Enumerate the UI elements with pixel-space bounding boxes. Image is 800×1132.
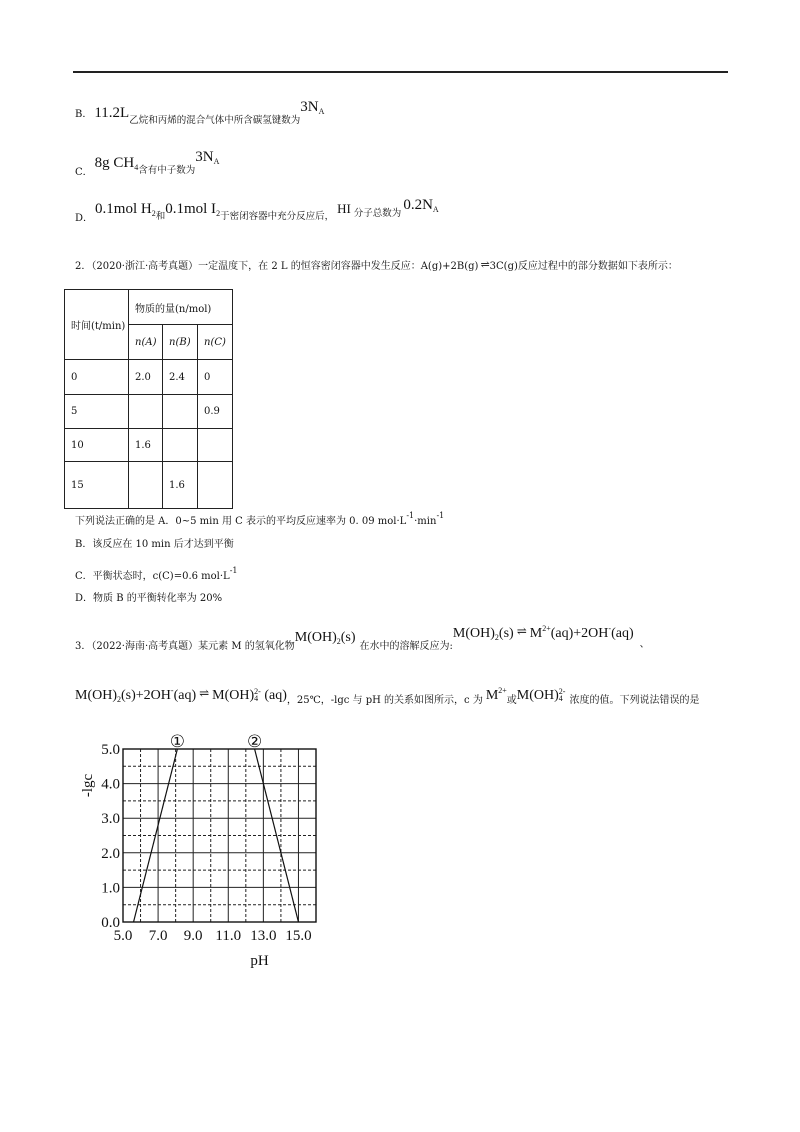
option-d-text-2: 于密闭容器中充分反应后， [220,211,335,222]
table-row: 15 1.6 [65,462,233,509]
y-tick-label: 4.0 [101,776,120,793]
option-d-formula-2: 0.1mol $I_2$ [165,201,221,218]
q3-equation-1: $M(OH)_2(s)$ ⇌ $M^{2+}(aq)+2OH^-(aq)$ [452,624,634,642]
q3-equation-2: $M(OH)_2(s)+2OH^-(aq)$ ⇌ M(OH)2- 4 (aq) [75,686,287,704]
y-tick-label: 3.0 [101,811,120,828]
y-axis-label: -lgc [80,773,96,798]
equilibrium-arrow-icon: ⇌ [480,258,488,271]
question-2-option-a: 下列说法正确的是 A．0~5 min 用 C 表示的平均反应速率为 0. 09 $mol\cdot L^{-1}\cdot\min^{-1}$ [75,511,445,527]
x-tick-label: 5.0 [113,928,133,944]
y-tick-label: 0.0 [101,915,120,931]
emphasis-wrong: 错误 [659,695,680,706]
table-header-time: 时间(t/min) [65,290,129,360]
table-col-na: n(A) [129,325,163,360]
option-c-formula-1: 8g $CH_4$ [94,155,139,172]
option-d-formula-1: 0.1mol $H_2$ [95,201,156,218]
x-tick-label: 13.0 [250,928,277,944]
chart-grid [123,749,316,922]
question-2-stem: 2．（2020·浙江·高考真题）一定温度下，在 2 L 的恒容密闭容器中发生反应：A(g)+2B(g) ⇌ 3C(g)反应过程中的部分数据如下表所示： [75,258,678,272]
series-name-label: ② [246,732,263,751]
option-c-formula-2: $3N_A$ [195,149,220,166]
series-name-label: ① [169,732,186,751]
table-col-nc: n(C) [198,325,233,360]
option-b-formula-1: 11.2L [94,105,130,121]
question-3-stem-line-1: 3．（2022·海南·高考真题）某元素 M 的氢氧化物$M(OH)_2(s)$在水中的溶解反应为$:M(OH)_2(s)$ ⇌ $M^{2+}(aq)+2OH^-(aq)$、 [75,624,650,652]
option-b-formula-2: $3N_A$ [300,99,325,116]
option-d-formula-hi: HI [337,201,351,216]
option-b-label: B． [75,109,93,120]
option-d-label: D． [75,213,94,224]
x-axis-label: pH [250,953,269,969]
y-tick-label: 5.0 [101,742,120,758]
option-c-label: C． [75,167,93,178]
q3-formula-m2plus: $M^{2+}$ [485,686,507,703]
option-c-text: 含有中子数为 [138,165,196,176]
table-row: 5 0.9 [65,395,233,429]
table-header-amount: 物质的量(n/mol) [129,290,233,325]
x-tick-label: 7.0 [148,928,168,944]
table-col-nb: n(B) [163,325,198,360]
y-tick-label: 1.0 [101,880,120,897]
x-tick-label: 15.0 [285,928,312,944]
question-2-option-c: C．平衡状态时，c(C)=0.6 $mol\cdot L^{-1}$ [75,566,238,582]
q3-formula-moh2-s: $M(OH)_2(s)$ [294,630,356,646]
option-d-text-and: 和 [155,211,166,222]
x-tick-label: 9.0 [183,928,203,944]
option-b-text: 乙烷和丙烯的混合气体中所含碳氢键数为 [129,115,301,126]
option-d-text-3: 分子总数为 [353,208,402,219]
reversible-arrow-icon: ⇌ [199,686,210,700]
table-row: 10 1.6 [65,429,233,462]
q3-formula-moh4: M(OH)2- 4 [516,686,566,703]
series-line-2 [255,749,299,922]
chart-labels [80,732,312,969]
question-2-option-b: B．该反应在 10 min 后才达到平衡 [75,539,234,550]
x-tick-label: 11.0 [215,928,242,944]
question-2-option-d: D．物质 B 的平衡转化率为 20% [75,593,223,604]
reversible-arrow-icon: ⇌ [516,624,527,638]
question-3-stem-line-2: $M(OH)_2(s)+2OH^-(aq)$ ⇌ M(OH)2- 4 (aq)，25℃，-lgc 与 pH 的关系如图所示，c 为 $M^{2+}$或M(OH)2- 4 浓度的值。下列说法错误的是 [75,686,700,706]
option-d-formula-4: $0.2N_A$ [403,197,439,214]
y-tick-label: 2.0 [101,845,120,862]
table-row: 0 2.0 2.4 0 [65,360,233,395]
